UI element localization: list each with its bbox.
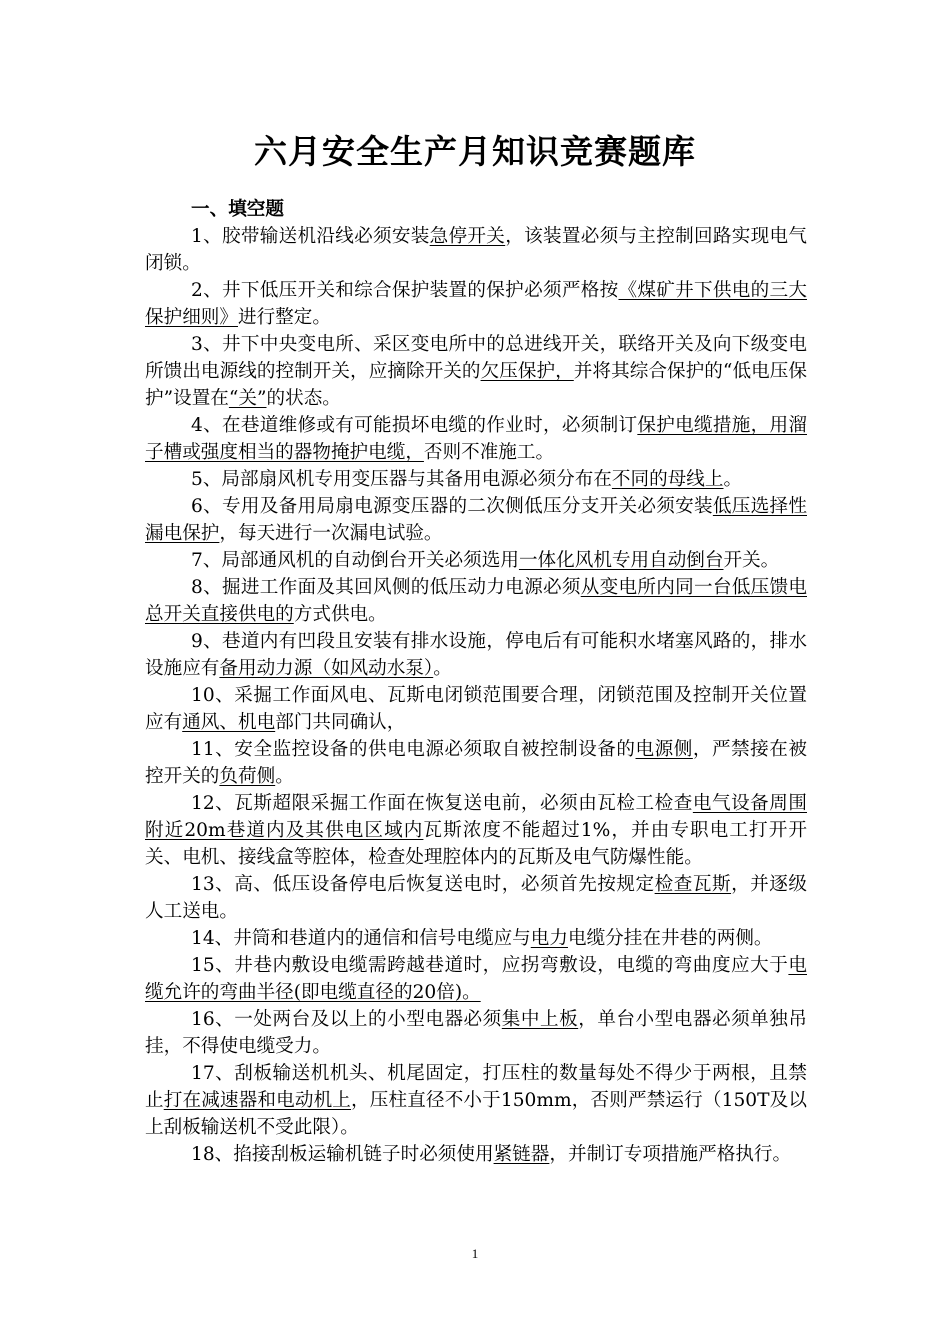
answer-blank: 不同的母线上	[611, 469, 724, 490]
question-10: 10、采掘工作面风电、瓦斯电闭锁范围要合理，闭锁范围及控制开关位置应有通风、机电部门共同确认，	[145, 685, 807, 733]
answer-blank: 低压选择性漏电保护	[145, 496, 807, 544]
question-15: 15、井巷内敷设电缆需跨越巷道时，应拐弯敷设，电缆的弯曲度应大于电缆允许的弯曲半径(即电缆直径的20倍)。	[145, 955, 807, 1003]
question-6: 6、专用及备用局扇电源变压器的二次侧低压分支开关必须安装低压选择性漏电保护，每天进行一次漏电试验。	[145, 496, 807, 544]
question-16: 16、一处两台及以上的小型电器必须集中上板，单台小型电器必须单独吊挂，不得使电缆受力。	[145, 1009, 807, 1057]
question-2: 2、井下低压开关和综合保护装置的保护必须严格按《煤矿井下供电的三大保护细则》进行整定。	[145, 280, 807, 328]
question-3: 3、井下中央变电所、采区变电所中的总进线开关，联络开关及向下级变电所馈出电源线的控制开关，应摘除开关的欠压保护，并将其综合保护的“低电压保护”设置在“关”的状态。	[145, 334, 807, 409]
answer-blank: 打在减速器和电动机上	[163, 1090, 352, 1111]
answer-blank: 一体化风机专用自动倒台	[518, 550, 724, 571]
answer-blank: 电源侧	[635, 739, 693, 760]
answer-blank: 电缆允许的弯曲半径(即电缆直径的20倍)。	[145, 955, 807, 1003]
page-number: 1	[471, 1246, 479, 1261]
question-13: 13、高、低压设备停电后恢复送电时，必须首先按规定检查瓦斯，并逐级人工送电。	[145, 874, 807, 922]
answer-blank: 负荷侧	[219, 766, 276, 787]
answer-blank: 检查瓦斯	[654, 874, 732, 895]
question-9: 9、巷道内有凹段且安装有排水设施，停电后有可能积水堵塞风路的，排水设施应有备用动力源（如风动水泵）。	[145, 631, 807, 679]
page-title: 六月安全生产月知识竞赛题库	[254, 132, 696, 171]
answer-blank: 电力	[530, 928, 568, 949]
answer-blank: 保护电缆措施，用溜子槽或强度相当的器物掩护电缆，	[145, 415, 807, 463]
answer-blank: 《煤矿井下供电的三大保护细则》	[145, 280, 807, 328]
answer-blank: 备用动力源（如风动水泵）	[219, 658, 434, 679]
question-4: 4、在巷道维修或有可能损坏电缆的作业时，必须制订保护电缆措施，用溜子槽或强度相当的器物掩护电缆，否则不准施工。	[145, 415, 807, 463]
question-17: 17、刮板输送机机头、机尾固定，打压柱的数量每处不得少于两根，且禁止打在减速器和电动机上，压柱直径不小于150mm，否则严禁运行（150T及以上刮板输送机不受此限）。	[145, 1063, 807, 1138]
question-14: 14、井筒和巷道内的通信和信号电缆应与电力电缆分挂在井巷的两侧。	[191, 928, 773, 949]
question-1: 1、胶带输送机沿线必须安装急停开关，该装置必须与主控制回路实现电气闭锁。	[145, 226, 807, 274]
question-18: 18、掐接刮板运输机链子时必须使用紧链器，并制订专项措施严格执行。	[191, 1144, 792, 1165]
section-heading: 一、填空题	[191, 199, 284, 220]
answer-blank: “关”	[228, 388, 267, 409]
answer-blank: 电气设备周围附近20m巷道内及其供电区域内	[145, 793, 807, 841]
answer-blank: 通风、机电	[182, 712, 276, 733]
question-8: 8、掘进工作面及其回风侧的低压动力电源必须从变电所内同一台低压馈电总开关直接供电的方式供电。	[145, 577, 807, 625]
answer-blank: 欠压保护，	[480, 361, 574, 382]
question-7: 7、局部通风机的自动倒台开关必须选用一体化风机专用自动倒台开关。	[191, 550, 780, 571]
question-list	[145, 196, 807, 1168]
answer-blank: 集中上板	[501, 1009, 579, 1030]
answer-blank: 从变电所内同一台低压馈电总开关直接供电的	[145, 577, 807, 625]
question-5: 5、局部扇风机专用变压器与其备用电源必须分布在不同的母线上。	[191, 469, 743, 490]
question-11: 11、安全监控设备的供电电源必须取自被控制设备的电源侧，严禁接在被控开关的负荷侧。	[145, 739, 807, 787]
answer-blank: 紧链器	[493, 1144, 550, 1165]
answer-blank: 急停开关	[429, 226, 506, 247]
question-12: 12、瓦斯超限采掘工作面在恢复送电前，必须由瓦检工检查电气设备周围附近20m巷道内及其供电区域内瓦斯浓度不能超过1%，并由专职电工打开开关、电机、接线盒等腔体，检查处理腔体内的瓦斯及电气防爆性能。	[145, 793, 807, 868]
